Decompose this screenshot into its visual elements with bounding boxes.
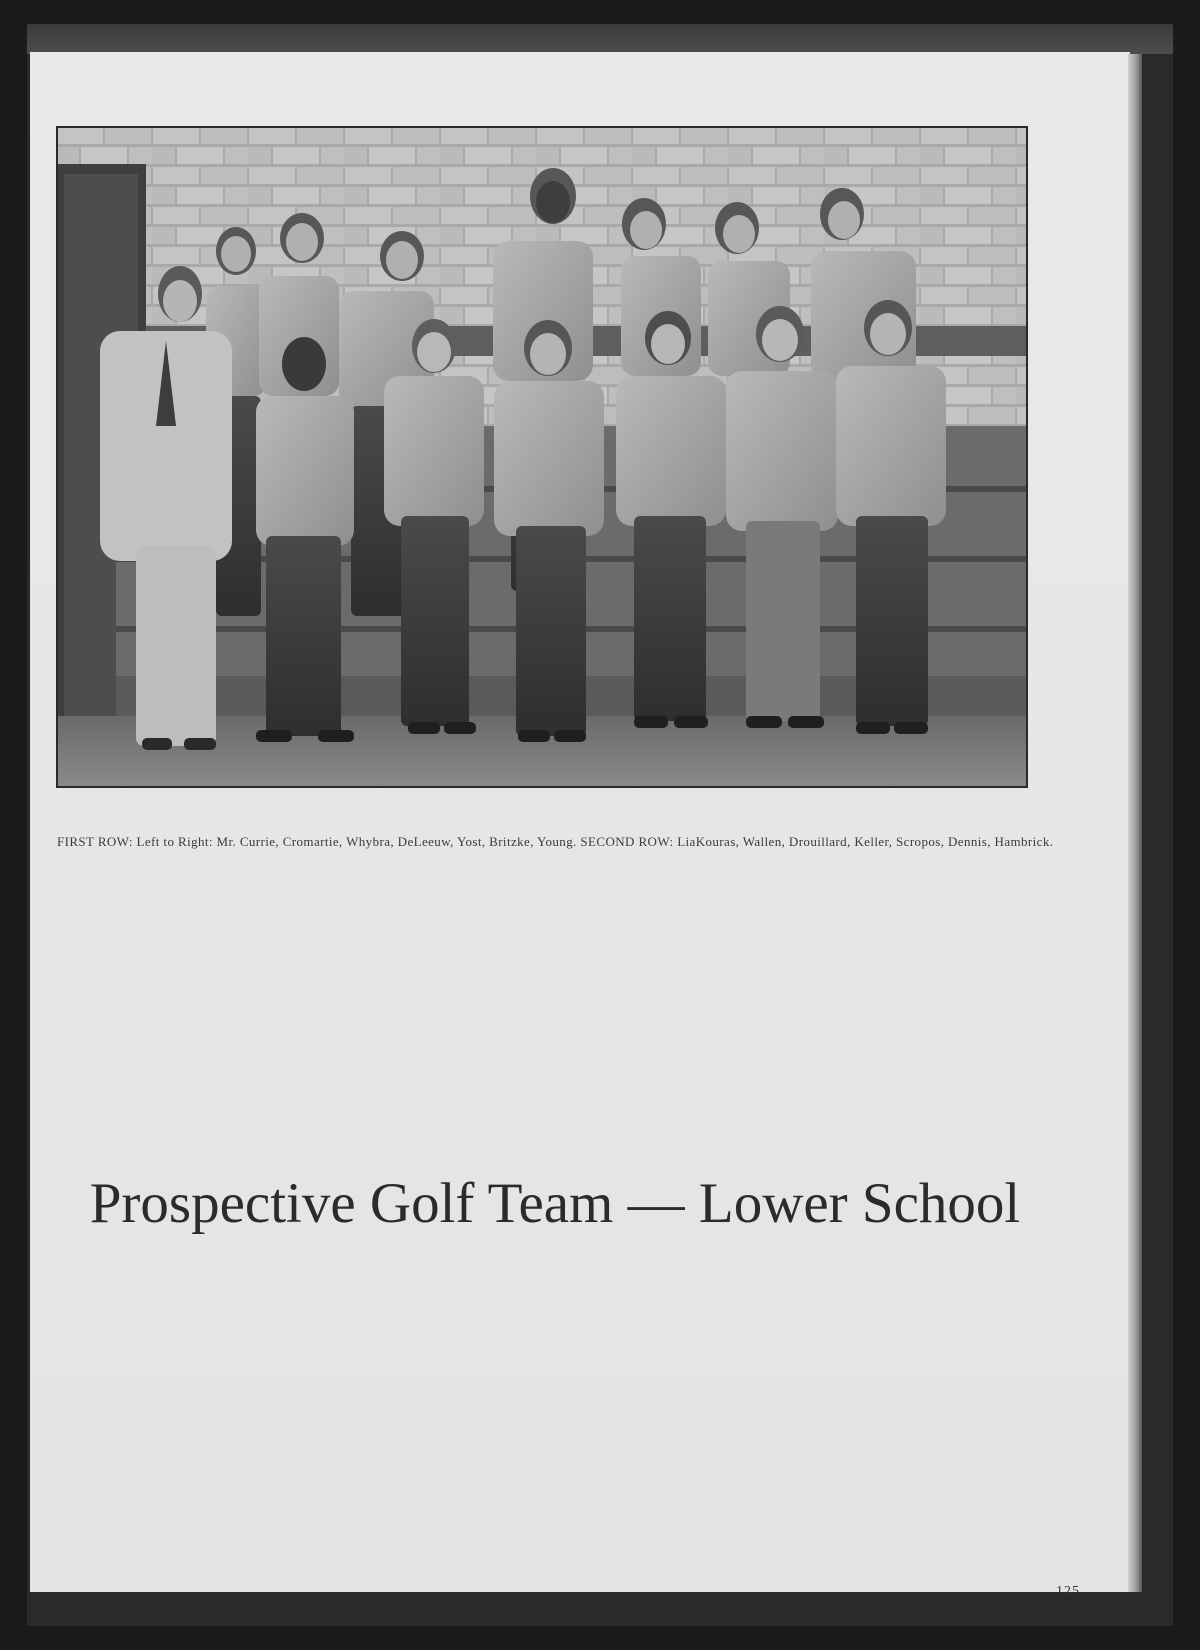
yearbook-page [30, 52, 1130, 1599]
first-row-names: Left to Right: Mr. Currie, Cromartie, Whybra, DeLeeuw, Yost, Britzke, Young. [136, 834, 577, 849]
scan-top-edge [27, 24, 1173, 54]
second-row-names: LiaKouras, Wallen, Drouillard, Keller, Scropos, Dennis, Hambrick. [677, 834, 1054, 849]
page-title: Prospective Golf Team — Lower School [89, 1172, 1021, 1235]
page-number: 125 [1056, 1584, 1080, 1599]
team-group-photo [56, 126, 1028, 788]
photo-caption [57, 832, 1057, 852]
second-row-label: SECOND ROW: [580, 834, 674, 849]
page-edge-shadow [1128, 54, 1142, 1592]
first-row-label: FIRST ROW: [57, 834, 133, 849]
